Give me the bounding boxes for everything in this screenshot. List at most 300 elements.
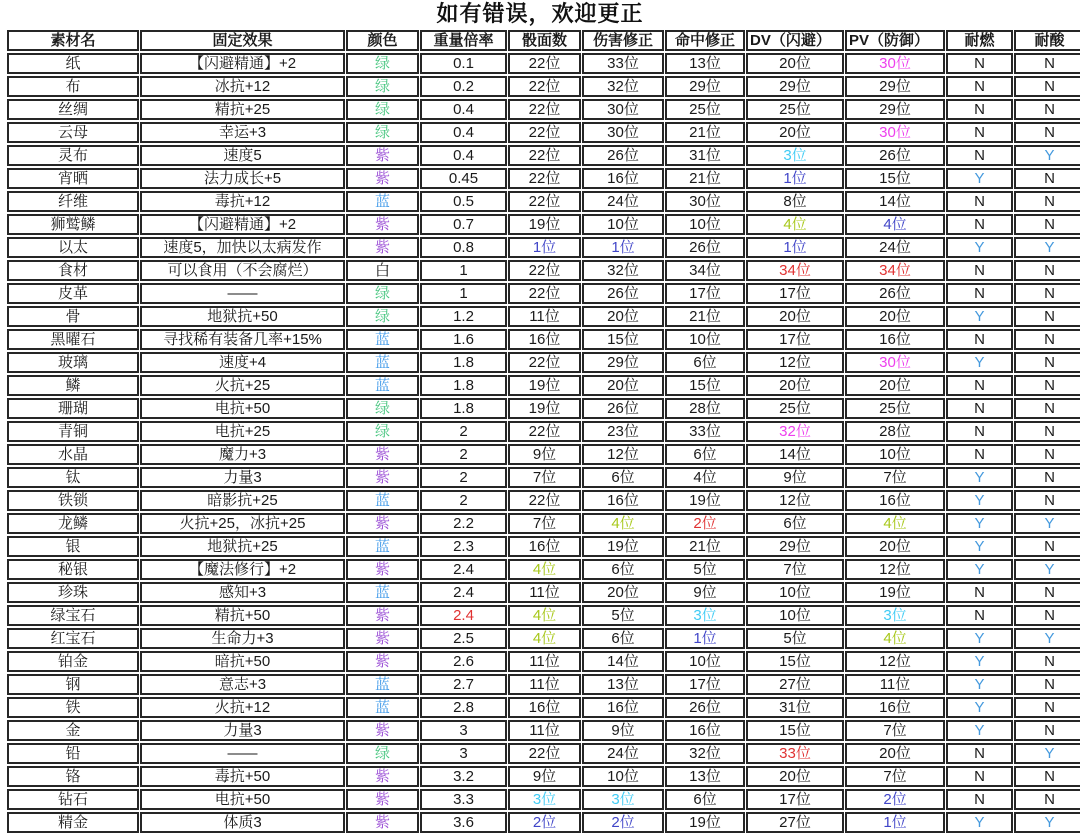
hit-mod-cell: 32位 bbox=[665, 743, 745, 764]
pv-cell: 7位 bbox=[845, 467, 945, 488]
acid-resist-cell: N bbox=[1014, 789, 1080, 810]
acid-resist-cell: N bbox=[1014, 375, 1080, 396]
table-row bbox=[7, 651, 1080, 672]
acid-resist-cell: N bbox=[1014, 444, 1080, 465]
color-cell: 绿 bbox=[346, 743, 419, 764]
color-cell: 紫 bbox=[346, 651, 419, 672]
acid-resist-cell: N bbox=[1014, 674, 1080, 695]
dice-cell: 11位 bbox=[508, 674, 581, 695]
weight-cell: 1.6 bbox=[420, 329, 507, 350]
damage-mod-cell: 32位 bbox=[582, 76, 664, 97]
acid-resist-cell: Y bbox=[1014, 743, 1080, 764]
dv-cell: 12位 bbox=[746, 490, 844, 511]
weight-cell: 2.5 bbox=[420, 628, 507, 649]
table-row bbox=[7, 720, 1080, 741]
dv-cell: 12位 bbox=[746, 352, 844, 373]
effect-cell: 暗影抗+25 bbox=[140, 490, 345, 511]
table-body bbox=[7, 53, 1080, 833]
color-cell: 蓝 bbox=[346, 490, 419, 511]
weight-cell: 2 bbox=[420, 467, 507, 488]
dv-cell: 5位 bbox=[746, 628, 844, 649]
material-name-cell: 宵晒 bbox=[7, 168, 139, 189]
damage-mod-cell: 24位 bbox=[582, 743, 664, 764]
fire-resist-cell: N bbox=[946, 191, 1013, 212]
pv-cell: 16位 bbox=[845, 697, 945, 718]
acid-resist-cell: N bbox=[1014, 421, 1080, 442]
table-row bbox=[7, 168, 1080, 189]
acid-resist-cell: N bbox=[1014, 191, 1080, 212]
table-row bbox=[7, 536, 1080, 557]
effect-cell: 电抗+50 bbox=[140, 789, 345, 810]
hit-mod-cell: 31位 bbox=[665, 145, 745, 166]
damage-mod-cell: 20位 bbox=[582, 306, 664, 327]
dice-cell: 3位 bbox=[508, 789, 581, 810]
dice-cell: 22位 bbox=[508, 145, 581, 166]
material-name-cell: 红宝石 bbox=[7, 628, 139, 649]
column-header: 重量倍率 bbox=[420, 30, 507, 51]
color-cell: 紫 bbox=[346, 237, 419, 258]
pv-cell: 10位 bbox=[845, 444, 945, 465]
acid-resist-cell: Y bbox=[1014, 812, 1080, 833]
header-row bbox=[7, 30, 1080, 51]
acid-resist-cell: N bbox=[1014, 260, 1080, 281]
hit-mod-cell: 16位 bbox=[665, 720, 745, 741]
dice-cell: 1位 bbox=[508, 237, 581, 258]
effect-cell: 速度5，加快以太病发作 bbox=[140, 237, 345, 258]
column-header: 固定效果 bbox=[140, 30, 345, 51]
fire-resist-cell: N bbox=[946, 214, 1013, 235]
hit-mod-cell: 17位 bbox=[665, 283, 745, 304]
pv-cell: 20位 bbox=[845, 375, 945, 396]
fire-resist-cell: Y bbox=[946, 812, 1013, 833]
material-name-cell: 铅 bbox=[7, 743, 139, 764]
color-cell: 紫 bbox=[346, 467, 419, 488]
fire-resist-cell: N bbox=[946, 283, 1013, 304]
material-name-cell: 精金 bbox=[7, 812, 139, 833]
pv-cell: 12位 bbox=[845, 651, 945, 672]
pv-cell: 7位 bbox=[845, 766, 945, 787]
fire-resist-cell: Y bbox=[946, 352, 1013, 373]
table-row bbox=[7, 191, 1080, 212]
table-row bbox=[7, 122, 1080, 143]
fire-resist-cell: N bbox=[946, 122, 1013, 143]
column-header: 颜色 bbox=[346, 30, 419, 51]
damage-mod-cell: 12位 bbox=[582, 444, 664, 465]
color-cell: 紫 bbox=[346, 766, 419, 787]
effect-cell: 火抗+25，冰抗+25 bbox=[140, 513, 345, 534]
acid-resist-cell: Y bbox=[1014, 237, 1080, 258]
dv-cell: 20位 bbox=[746, 122, 844, 143]
table-row bbox=[7, 513, 1080, 534]
hit-mod-cell: 21位 bbox=[665, 536, 745, 557]
weight-cell: 3.6 bbox=[420, 812, 507, 833]
dv-cell: 32位 bbox=[746, 421, 844, 442]
color-cell: 蓝 bbox=[346, 352, 419, 373]
pv-cell: 20位 bbox=[845, 536, 945, 557]
material-name-cell: 黑曜石 bbox=[7, 329, 139, 350]
material-name-cell: 铂金 bbox=[7, 651, 139, 672]
fire-resist-cell: N bbox=[946, 145, 1013, 166]
pv-cell: 30位 bbox=[845, 352, 945, 373]
dice-cell: 4位 bbox=[508, 628, 581, 649]
acid-resist-cell: Y bbox=[1014, 145, 1080, 166]
damage-mod-cell: 15位 bbox=[582, 329, 664, 350]
table-row bbox=[7, 329, 1080, 350]
dv-cell: 4位 bbox=[746, 214, 844, 235]
damage-mod-cell: 19位 bbox=[582, 536, 664, 557]
dice-cell: 22位 bbox=[508, 191, 581, 212]
table-row bbox=[7, 697, 1080, 718]
color-cell: 蓝 bbox=[346, 191, 419, 212]
hit-mod-cell: 6位 bbox=[665, 789, 745, 810]
table-row bbox=[7, 99, 1080, 120]
fire-resist-cell: Y bbox=[946, 536, 1013, 557]
dv-cell: 7位 bbox=[746, 559, 844, 580]
table-row bbox=[7, 467, 1080, 488]
weight-cell: 0.8 bbox=[420, 237, 507, 258]
color-cell: 绿 bbox=[346, 283, 419, 304]
pv-cell: 3位 bbox=[845, 605, 945, 626]
weight-cell: 1 bbox=[420, 283, 507, 304]
hit-mod-cell: 10位 bbox=[665, 214, 745, 235]
color-cell: 紫 bbox=[346, 789, 419, 810]
dv-cell: 3位 bbox=[746, 145, 844, 166]
dice-cell: 16位 bbox=[508, 329, 581, 350]
fire-resist-cell: Y bbox=[946, 697, 1013, 718]
pv-cell: 4位 bbox=[845, 513, 945, 534]
dice-cell: 19位 bbox=[508, 398, 581, 419]
hit-mod-cell: 9位 bbox=[665, 582, 745, 603]
fire-resist-cell: N bbox=[946, 605, 1013, 626]
color-cell: 紫 bbox=[346, 444, 419, 465]
table-row bbox=[7, 306, 1080, 327]
acid-resist-cell: N bbox=[1014, 53, 1080, 74]
acid-resist-cell: N bbox=[1014, 76, 1080, 97]
column-header: 伤害修正 bbox=[582, 30, 664, 51]
table-header bbox=[7, 30, 1080, 51]
damage-mod-cell: 2位 bbox=[582, 812, 664, 833]
color-cell: 紫 bbox=[346, 168, 419, 189]
dice-cell: 22位 bbox=[508, 421, 581, 442]
effect-cell: 冰抗+12 bbox=[140, 76, 345, 97]
hit-mod-cell: 6位 bbox=[665, 444, 745, 465]
dice-cell: 4位 bbox=[508, 559, 581, 580]
dice-cell: 22位 bbox=[508, 99, 581, 120]
dice-cell: 22位 bbox=[508, 76, 581, 97]
hit-mod-cell: 29位 bbox=[665, 76, 745, 97]
table-row bbox=[7, 53, 1080, 74]
table-row bbox=[7, 674, 1080, 695]
table-row bbox=[7, 766, 1080, 787]
column-header: 素材名 bbox=[7, 30, 139, 51]
material-name-cell: 绿宝石 bbox=[7, 605, 139, 626]
damage-mod-cell: 29位 bbox=[582, 352, 664, 373]
dv-cell: 15位 bbox=[746, 651, 844, 672]
material-name-cell: 钻石 bbox=[7, 789, 139, 810]
weight-cell: 2.2 bbox=[420, 513, 507, 534]
column-header: 耐酸 bbox=[1014, 30, 1080, 51]
dv-cell: 31位 bbox=[746, 697, 844, 718]
acid-resist-cell: N bbox=[1014, 490, 1080, 511]
effect-cell: 毒抗+50 bbox=[140, 766, 345, 787]
effect-cell: 电抗+50 bbox=[140, 398, 345, 419]
damage-mod-cell: 1位 bbox=[582, 237, 664, 258]
weight-cell: 2 bbox=[420, 444, 507, 465]
weight-cell: 0.7 bbox=[420, 214, 507, 235]
table-row bbox=[7, 789, 1080, 810]
color-cell: 紫 bbox=[346, 214, 419, 235]
effect-cell: 精抗+50 bbox=[140, 605, 345, 626]
color-cell: 绿 bbox=[346, 99, 419, 120]
pv-cell: 14位 bbox=[845, 191, 945, 212]
pv-cell: 30位 bbox=[845, 53, 945, 74]
color-cell: 绿 bbox=[346, 53, 419, 74]
dv-cell: 1位 bbox=[746, 168, 844, 189]
acid-resist-cell: N bbox=[1014, 720, 1080, 741]
acid-resist-cell: N bbox=[1014, 697, 1080, 718]
weight-cell: 1.8 bbox=[420, 375, 507, 396]
dv-cell: 8位 bbox=[746, 191, 844, 212]
color-cell: 蓝 bbox=[346, 582, 419, 603]
damage-mod-cell: 30位 bbox=[582, 99, 664, 120]
effect-cell: 感知+3 bbox=[140, 582, 345, 603]
color-cell: 蓝 bbox=[346, 329, 419, 350]
acid-resist-cell: N bbox=[1014, 467, 1080, 488]
weight-cell: 2 bbox=[420, 490, 507, 511]
table-row bbox=[7, 76, 1080, 97]
pv-cell: 29位 bbox=[845, 99, 945, 120]
hit-mod-cell: 33位 bbox=[665, 421, 745, 442]
dice-cell: 7位 bbox=[508, 513, 581, 534]
weight-cell: 1.2 bbox=[420, 306, 507, 327]
dv-cell: 17位 bbox=[746, 789, 844, 810]
weight-cell: 0.2 bbox=[420, 76, 507, 97]
dice-cell: 22位 bbox=[508, 743, 581, 764]
fire-resist-cell: Y bbox=[946, 628, 1013, 649]
dv-cell: 10位 bbox=[746, 605, 844, 626]
damage-mod-cell: 30位 bbox=[582, 122, 664, 143]
color-cell: 绿 bbox=[346, 76, 419, 97]
color-cell: 蓝 bbox=[346, 674, 419, 695]
dice-cell: 9位 bbox=[508, 766, 581, 787]
weight-cell: 0.4 bbox=[420, 122, 507, 143]
material-name-cell: 布 bbox=[7, 76, 139, 97]
color-cell: 蓝 bbox=[346, 375, 419, 396]
effect-cell: 力量3 bbox=[140, 467, 345, 488]
hit-mod-cell: 4位 bbox=[665, 467, 745, 488]
materials-table bbox=[6, 28, 1080, 835]
dv-cell: 34位 bbox=[746, 260, 844, 281]
material-name-cell: 云母 bbox=[7, 122, 139, 143]
acid-resist-cell: Y bbox=[1014, 628, 1080, 649]
pv-cell: 26位 bbox=[845, 283, 945, 304]
damage-mod-cell: 33位 bbox=[582, 53, 664, 74]
damage-mod-cell: 3位 bbox=[582, 789, 664, 810]
damage-mod-cell: 10位 bbox=[582, 766, 664, 787]
material-name-cell: 丝绸 bbox=[7, 99, 139, 120]
weight-cell: 1 bbox=[420, 260, 507, 281]
color-cell: 紫 bbox=[346, 145, 419, 166]
dice-cell: 11位 bbox=[508, 651, 581, 672]
acid-resist-cell: N bbox=[1014, 122, 1080, 143]
acid-resist-cell: N bbox=[1014, 329, 1080, 350]
material-name-cell: 银 bbox=[7, 536, 139, 557]
hit-mod-cell: 34位 bbox=[665, 260, 745, 281]
hit-mod-cell: 21位 bbox=[665, 168, 745, 189]
dv-cell: 20位 bbox=[746, 766, 844, 787]
fire-resist-cell: Y bbox=[946, 467, 1013, 488]
dice-cell: 22位 bbox=[508, 283, 581, 304]
weight-cell: 2.7 bbox=[420, 674, 507, 695]
color-cell: 绿 bbox=[346, 398, 419, 419]
acid-resist-cell: N bbox=[1014, 582, 1080, 603]
effect-cell: 体质3 bbox=[140, 812, 345, 833]
table-row bbox=[7, 237, 1080, 258]
column-header: 命中修正 bbox=[665, 30, 745, 51]
effect-cell: 意志+3 bbox=[140, 674, 345, 695]
damage-mod-cell: 26位 bbox=[582, 283, 664, 304]
pv-cell: 28位 bbox=[845, 421, 945, 442]
dice-cell: 22位 bbox=[508, 490, 581, 511]
hit-mod-cell: 3位 bbox=[665, 605, 745, 626]
material-name-cell: 珍珠 bbox=[7, 582, 139, 603]
hit-mod-cell: 1位 bbox=[665, 628, 745, 649]
damage-mod-cell: 5位 bbox=[582, 605, 664, 626]
hit-mod-cell: 10位 bbox=[665, 329, 745, 350]
effect-cell: 电抗+25 bbox=[140, 421, 345, 442]
acid-resist-cell: Y bbox=[1014, 559, 1080, 580]
table-row bbox=[7, 283, 1080, 304]
pv-cell: 19位 bbox=[845, 582, 945, 603]
fire-resist-cell: N bbox=[946, 582, 1013, 603]
dice-cell: 19位 bbox=[508, 214, 581, 235]
effect-cell: 法力成长+5 bbox=[140, 168, 345, 189]
hit-mod-cell: 17位 bbox=[665, 674, 745, 695]
pv-cell: 2位 bbox=[845, 789, 945, 810]
damage-mod-cell: 6位 bbox=[582, 559, 664, 580]
table-row bbox=[7, 260, 1080, 281]
table-row bbox=[7, 421, 1080, 442]
damage-mod-cell: 16位 bbox=[582, 697, 664, 718]
weight-cell: 2 bbox=[420, 421, 507, 442]
material-name-cell: 钛 bbox=[7, 467, 139, 488]
pv-cell: 15位 bbox=[845, 168, 945, 189]
weight-cell: 3 bbox=[420, 720, 507, 741]
dice-cell: 22位 bbox=[508, 168, 581, 189]
dv-cell: 27位 bbox=[746, 812, 844, 833]
dice-cell: 22位 bbox=[508, 352, 581, 373]
fire-resist-cell: N bbox=[946, 53, 1013, 74]
dv-cell: 17位 bbox=[746, 283, 844, 304]
dv-cell: 6位 bbox=[746, 513, 844, 534]
weight-cell: 2.6 bbox=[420, 651, 507, 672]
color-cell: 紫 bbox=[346, 559, 419, 580]
dice-cell: 11位 bbox=[508, 306, 581, 327]
column-header: PV（防御） bbox=[845, 30, 945, 51]
acid-resist-cell: N bbox=[1014, 168, 1080, 189]
material-name-cell: 皮革 bbox=[7, 283, 139, 304]
acid-resist-cell: N bbox=[1014, 99, 1080, 120]
dv-cell: 9位 bbox=[746, 467, 844, 488]
dv-cell: 33位 bbox=[746, 743, 844, 764]
pv-cell: 1位 bbox=[845, 812, 945, 833]
page-title: 如有错误，欢迎更正 bbox=[436, 1, 644, 26]
damage-mod-cell: 26位 bbox=[582, 145, 664, 166]
dice-cell: 4位 bbox=[508, 605, 581, 626]
fire-resist-cell: Y bbox=[946, 490, 1013, 511]
effect-cell: 【闪避精通】+2 bbox=[140, 53, 345, 74]
hit-mod-cell: 26位 bbox=[665, 697, 745, 718]
fire-resist-cell: Y bbox=[946, 559, 1013, 580]
damage-mod-cell: 20位 bbox=[582, 582, 664, 603]
effect-cell: 生命力+3 bbox=[140, 628, 345, 649]
dv-cell: 15位 bbox=[746, 720, 844, 741]
weight-cell: 2.3 bbox=[420, 536, 507, 557]
acid-resist-cell: N bbox=[1014, 214, 1080, 235]
fire-resist-cell: N bbox=[946, 99, 1013, 120]
acid-resist-cell: N bbox=[1014, 283, 1080, 304]
effect-cell: 力量3 bbox=[140, 720, 345, 741]
pv-cell: 25位 bbox=[845, 398, 945, 419]
table-row bbox=[7, 559, 1080, 580]
table-row bbox=[7, 743, 1080, 764]
pv-cell: 16位 bbox=[845, 329, 945, 350]
fire-resist-cell: Y bbox=[946, 513, 1013, 534]
weight-cell: 1.8 bbox=[420, 352, 507, 373]
weight-cell: 3 bbox=[420, 743, 507, 764]
fire-resist-cell: Y bbox=[946, 720, 1013, 741]
material-name-cell: 铁锁 bbox=[7, 490, 139, 511]
weight-cell: 0.5 bbox=[420, 191, 507, 212]
acid-resist-cell: N bbox=[1014, 306, 1080, 327]
effect-cell: —— bbox=[140, 283, 345, 304]
hit-mod-cell: 26位 bbox=[665, 237, 745, 258]
column-header: 骰面数 bbox=[508, 30, 581, 51]
effect-cell: 速度5 bbox=[140, 145, 345, 166]
material-name-cell: 青铜 bbox=[7, 421, 139, 442]
effect-cell: 毒抗+12 bbox=[140, 191, 345, 212]
color-cell: 绿 bbox=[346, 421, 419, 442]
pv-cell: 4位 bbox=[845, 214, 945, 235]
dv-cell: 20位 bbox=[746, 375, 844, 396]
pv-cell: 29位 bbox=[845, 76, 945, 97]
effect-cell: 火抗+25 bbox=[140, 375, 345, 396]
pv-cell: 7位 bbox=[845, 720, 945, 741]
table-row bbox=[7, 582, 1080, 603]
color-cell: 蓝 bbox=[346, 536, 419, 557]
hit-mod-cell: 19位 bbox=[665, 812, 745, 833]
acid-resist-cell: N bbox=[1014, 766, 1080, 787]
damage-mod-cell: 4位 bbox=[582, 513, 664, 534]
damage-mod-cell: 6位 bbox=[582, 467, 664, 488]
dice-cell: 7位 bbox=[508, 467, 581, 488]
hit-mod-cell: 13位 bbox=[665, 766, 745, 787]
table-row bbox=[7, 605, 1080, 626]
material-name-cell: 以太 bbox=[7, 237, 139, 258]
hit-mod-cell: 2位 bbox=[665, 513, 745, 534]
damage-mod-cell: 13位 bbox=[582, 674, 664, 695]
damage-mod-cell: 14位 bbox=[582, 651, 664, 672]
effect-cell: —— bbox=[140, 743, 345, 764]
material-name-cell: 鳞 bbox=[7, 375, 139, 396]
damage-mod-cell: 9位 bbox=[582, 720, 664, 741]
dice-cell: 22位 bbox=[508, 122, 581, 143]
table-row bbox=[7, 444, 1080, 465]
effect-cell: 暗抗+50 bbox=[140, 651, 345, 672]
effect-cell: 地狱抗+25 bbox=[140, 536, 345, 557]
dice-cell: 16位 bbox=[508, 697, 581, 718]
effect-cell: 火抗+12 bbox=[140, 697, 345, 718]
